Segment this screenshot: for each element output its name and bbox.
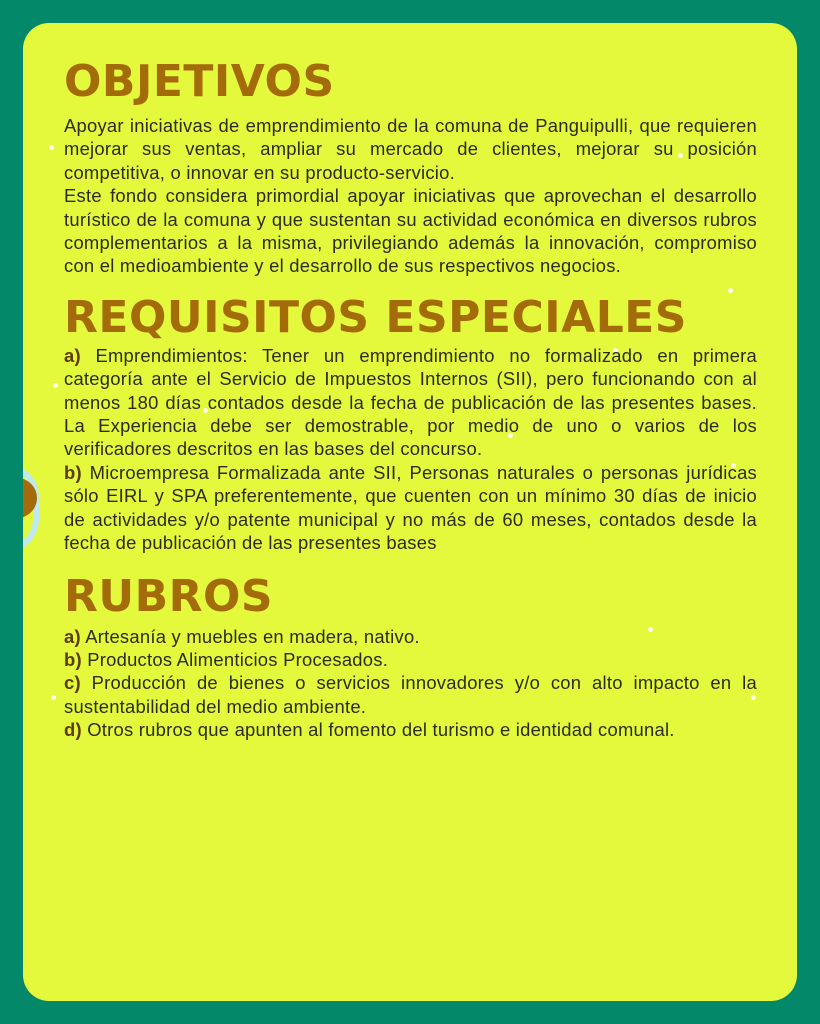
item-label: a) bbox=[64, 344, 81, 366]
item-text: Otros rubros que apunten al fomento del turismo e identidad comunal. bbox=[81, 719, 675, 741]
content bbox=[64, 56, 757, 742]
objetivos-heading: OBJETIVOS bbox=[64, 56, 335, 107]
item-label: b) bbox=[64, 461, 82, 483]
item-text: Microempresa Formalizada ante SII, Personas naturales o personas jurídicas sólo EIRL y SPA preferentemente, que cuenten con un mínimo 30 días de inicio de actividades y/o patente municipal y no más de 60 meses, contados desde la fecha de publicación de las presentes bases bbox=[64, 461, 757, 554]
item-text: Producción de bienes o servicios innovadores y/o con alto impacto en la sustentabilidad del medio ambiente. bbox=[64, 672, 757, 717]
item-text: Emprendimientos: Tener un emprendimiento no formalizado en primera categoría ante el Servicio de Impuestos Internos (SII), pero funcionando con al menos 180 días contados desde la fecha de publicación de las presentes bases. La Experiencia debe ser demostrable, por medio de uno o varios de los verificadores descritos en las bases del concurso. bbox=[64, 344, 757, 460]
rubros-section bbox=[64, 571, 757, 742]
rubro-item-d bbox=[64, 718, 757, 741]
sparkle-icon bbox=[49, 145, 54, 150]
sparkle-icon bbox=[51, 695, 56, 700]
requisitos-heading: REQUISITOS ESPECIALES bbox=[64, 291, 687, 343]
objetivos-paragraph-1: Apoyar iniciativas de emprendimiento de la comuna de Panguipulli, que requieren mejorar sus ventas, ampliar su mercado de clientes, mejorar su posición competitiva, o innovar en su producto-servicio. bbox=[64, 115, 757, 183]
requisito-item-a bbox=[64, 344, 757, 461]
sparkle-icon bbox=[53, 383, 58, 388]
item-text: Artesanía y muebles en madera, nativo. bbox=[80, 625, 420, 647]
rubro-item-b bbox=[64, 648, 757, 671]
objetivos-paragraph-2: Este fondo considera primordial apoyar iniciativas que aprovechan el desarrollo turístico de la comuna y que sustentan su actividad económica en diversos rubros complementarios a la misma, privilegiando además la innovación, compromiso con el medioambiente y el desarrollo de sus respectivos negocios. bbox=[64, 185, 757, 277]
item-label: a) bbox=[64, 625, 81, 647]
item-label: d) bbox=[64, 719, 82, 741]
requisito-item-b bbox=[64, 461, 757, 555]
requisitos-section bbox=[64, 292, 757, 555]
rubro-item-a bbox=[64, 625, 757, 648]
item-text: Productos Alimenticios Procesados. bbox=[81, 648, 389, 670]
objetivos-section bbox=[64, 56, 757, 278]
item-label: c) bbox=[64, 672, 81, 694]
content-card bbox=[23, 23, 797, 1001]
item-label: b) bbox=[64, 648, 82, 670]
rubros-heading: RUBROS bbox=[64, 570, 274, 622]
rubro-item-c bbox=[64, 671, 757, 718]
